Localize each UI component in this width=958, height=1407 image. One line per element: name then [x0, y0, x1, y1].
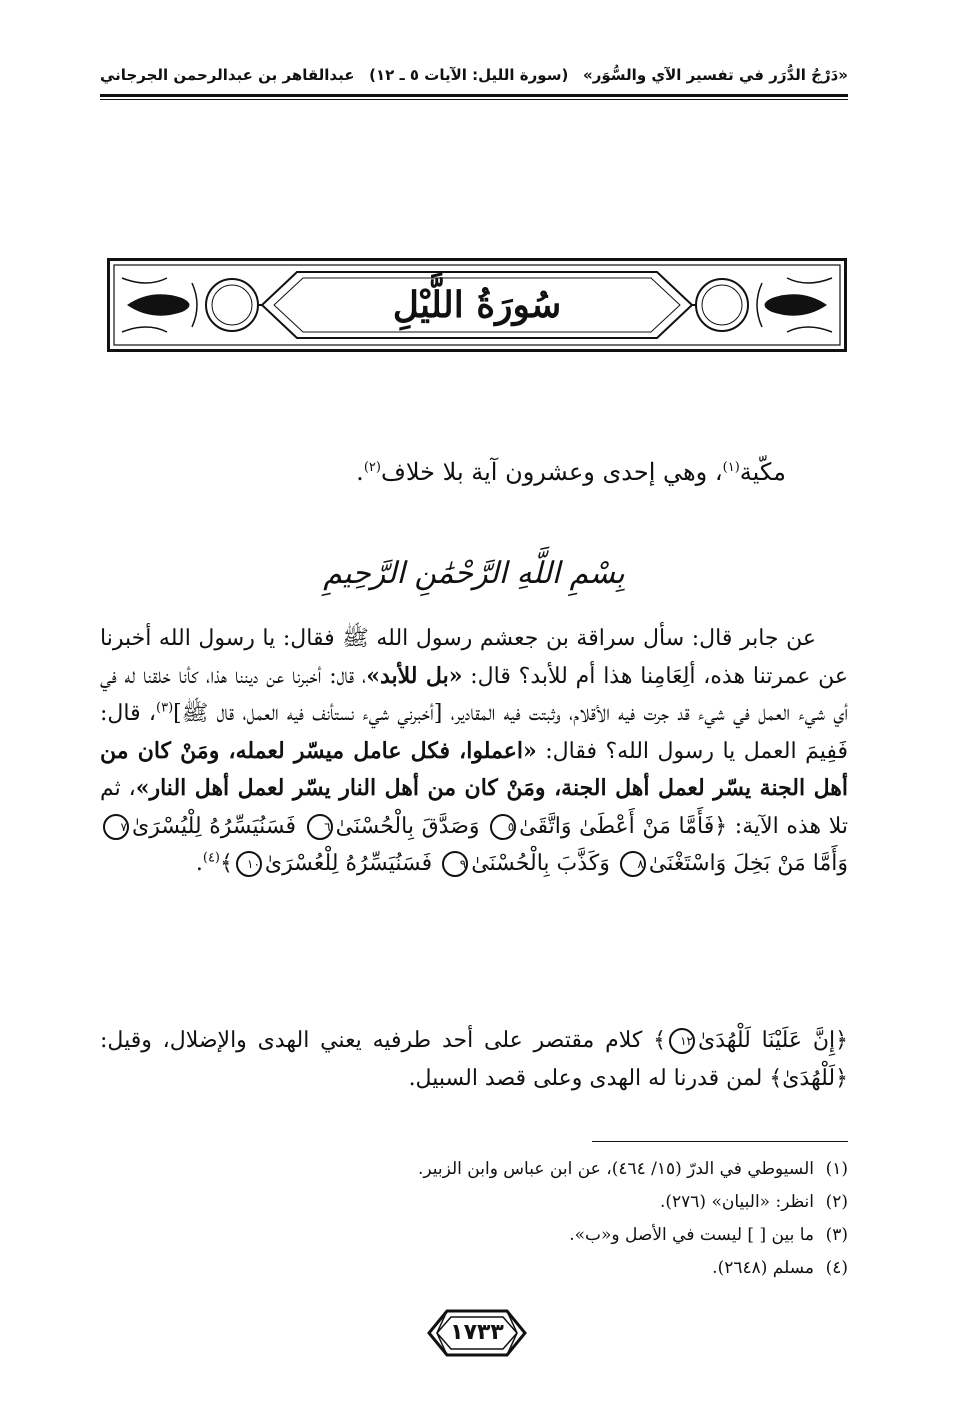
header-rule-thin	[100, 99, 848, 100]
footnote-ref: (٣)	[156, 700, 174, 716]
hadith-quote: «اعملوا، فكل عامل ميسّر لعمله، ومَنْ كان من أهل الجنة يسّر لعمل أهل الجنة، ومَنْ كان من أهل النار يسّر لعمل أهل النار»	[100, 737, 849, 801]
commentary-paragraph	[100, 620, 848, 1000]
footnote-separator	[592, 1141, 848, 1142]
surah-title: سُورَةُ اللَّيْلِ	[392, 284, 562, 326]
book-title: «دَرْجُ الدُّرَر في تفسير الآي والسُّوَر»	[583, 66, 848, 84]
ayah-number-marker: ٨	[620, 851, 646, 877]
footnote-ref: (٤)	[202, 850, 220, 866]
ayah-number-marker: ٧	[103, 814, 129, 840]
ayah-number-marker: ٩	[442, 851, 468, 877]
footnote-text: مسلم (٢٦٤٨).	[712, 1258, 814, 1278]
page-number: ١٧٣٣	[450, 1320, 504, 1345]
surah-title-frame	[107, 258, 847, 352]
footnote-ref: (٢)	[363, 460, 381, 475]
ayah-number-marker: ١٢	[669, 1028, 695, 1054]
hadith-quote: «بل للأبد»	[366, 662, 463, 689]
section-title: (سورة الليل: الآيات ٥ ـ ١٢)	[369, 66, 569, 84]
footnote-number: (٣)	[825, 1225, 848, 1245]
footnote-number: (٢)	[825, 1192, 848, 1212]
footnote	[100, 1219, 848, 1252]
header-rule-thick	[100, 94, 848, 97]
intro-text: مكّية	[739, 458, 786, 486]
footnote-text: السيوطي في الدرّ (١٥/ ٤٦٤)، عن ابن عباس وابن الزبير.	[417, 1159, 814, 1179]
footnote-number: (١)	[825, 1159, 848, 1179]
body-text: ، قال: فَفِيمَ العمل يا رسول الله؟ فقال:	[100, 701, 848, 764]
quran-bracket: ﴾	[220, 851, 233, 876]
ayah-number-marker: ١٠	[236, 851, 262, 877]
body-text: عن جابر قال: سأل سراقة بن جعشم رسول الله ﷺ فقال: يا رسول الله أخبرنا عن عمرتنا هذه، ألِعَامِنا هذا أم للأبد؟ قال:	[100, 626, 848, 689]
body-text: لمن قدرنا له الهدى وعلى قصد السبيل.	[408, 1065, 770, 1091]
body-text: ، قال: أخبرنا عن ديننا هذا، كأنا خلقنا له في أي شيء العمل في شيء قد جرت فيه الأقلام، وثبتت فيه المقادير، [أخبرني شيء نستأنف فيه العمل، قال ﷺ]	[100, 663, 848, 726]
body-text: .	[195, 851, 203, 876]
footnotes	[100, 1153, 848, 1293]
commentary-paragraph	[100, 1022, 848, 1114]
page-number-badge	[425, 1307, 529, 1359]
quran-verse: ﴿إِنَّ عَلَيْنَا لَلْهُدَىٰ	[697, 1028, 848, 1053]
basmala: بِسْمِ اللَّهِ الرَّحْمَٰنِ الرَّحِيمِ	[323, 556, 625, 591]
quran-verse: ﴿لَلْهُدَىٰ﴾	[769, 1065, 848, 1091]
author-name: عبدالقاهر بن عبدالرحمن الجرجاني	[100, 66, 355, 84]
footnote	[100, 1186, 848, 1219]
footnote-number: (٤)	[825, 1258, 848, 1278]
ayah-number-marker: ٥	[490, 814, 516, 840]
running-header	[100, 58, 848, 92]
intro-text: ، وهي إحدى وعشرون آية بلا خلاف	[380, 458, 723, 486]
quran-bracket: ﴾	[653, 1028, 666, 1053]
quran-verse: وَكَذَّبَ بِالْحُسْنَىٰ	[471, 851, 610, 876]
footnote-text: ما بين [ ] ليست في الأصل و«ب».	[569, 1225, 814, 1245]
quran-verse: فَأَمَّا مَنْ أَعْطَىٰ وَاتَّقَىٰ	[519, 813, 715, 839]
body-text: ، ثم تلا هذه الآية: ﴿	[100, 776, 848, 839]
footnote-ref: (١)	[722, 460, 740, 475]
footnote	[100, 1252, 848, 1285]
intro-text: .	[356, 458, 364, 486]
footnote-text: انظر: «البيان» (٢٧٦).	[659, 1192, 814, 1212]
quran-verse: فَسَنُيَسِّرُهُ لِلْيُسْرَىٰ	[132, 813, 296, 839]
quran-verse: وَأَمَّا مَنْ بَخِلَ وَاسْتَغْنَىٰ	[648, 851, 848, 876]
surah-intro	[100, 448, 786, 496]
footnote	[100, 1153, 848, 1186]
ayah-number-marker: ٦	[307, 814, 333, 840]
quran-verse: وَصَدَّقَ بِالْحُسْنَىٰ	[335, 813, 480, 839]
body-text: كلام مقتصر على أحد طرفيه يعني الهدى والإضلال، وقيل:	[100, 1028, 654, 1053]
quran-verse: فَسَنُيَسِّرُهُ لِلْعُسْرَىٰ	[264, 851, 433, 876]
